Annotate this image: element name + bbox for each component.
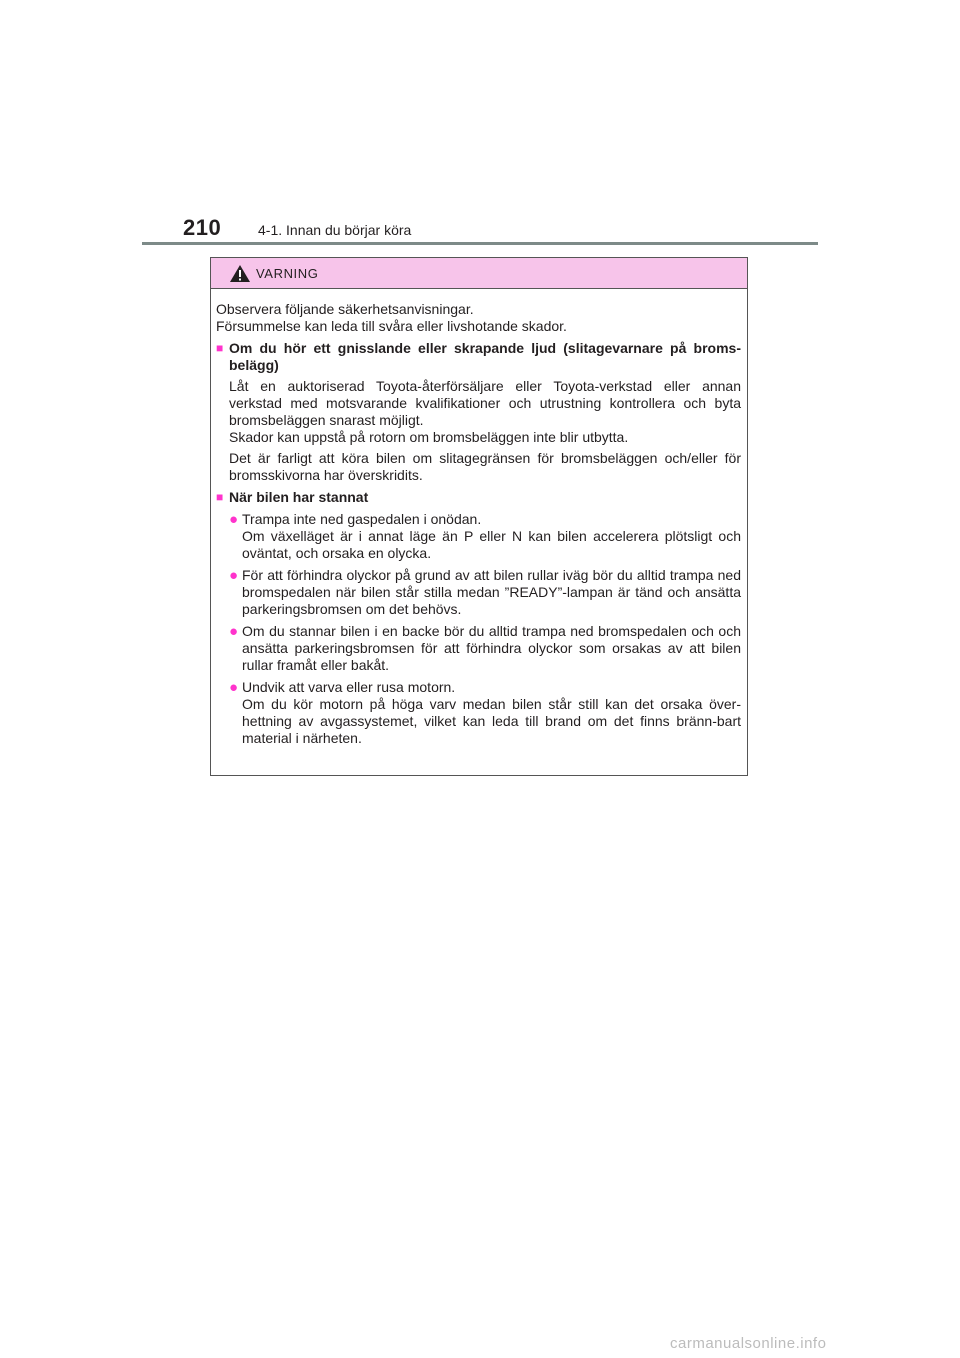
list-item-line: Om växelläget är i annat läge än P eller N kan bilen accelerera plötsligt och oväntat, och orsaka en olycka. xyxy=(242,528,741,561)
square-bullet-icon: ■ xyxy=(216,490,224,504)
list-item-line: Trampa inte ned gaspedalen i onödan. xyxy=(242,511,482,527)
list-item xyxy=(229,567,741,618)
topic-vehicle-stopped xyxy=(216,489,741,747)
section-title: 4-1. Innan du börjar köra xyxy=(258,222,412,238)
square-bullet-icon: ■ xyxy=(216,341,224,355)
topic-brake-wear xyxy=(216,340,741,484)
topic-paragraph: Skador kan uppstå på rotorn om bromsbeläggen inte blir utbytta. xyxy=(229,429,629,445)
topic-heading xyxy=(216,340,741,374)
list-item-content xyxy=(242,567,741,618)
list-item-content xyxy=(242,623,741,674)
list-item xyxy=(229,679,741,747)
list-item-line: Om du stannar bilen i en backe bör du alltid trampa ned bromspedalen och och ansätta parkeringsbromsen för att förhindra olyckor som orsakas av att bilen rullar framåt eller bakåt. xyxy=(242,623,741,673)
circle-bullet-icon: ● xyxy=(229,623,239,640)
page-header xyxy=(0,0,960,250)
circle-bullet-icon: ● xyxy=(229,511,239,528)
list-item-line: För att förhindra olyckor på grund av att bilen rullar iväg bör du alltid trampa ned bromspedalen när bilen står stilla medan ”READY”-lampan är tänd och ansätta parkeringsbromsen om det behövs. xyxy=(242,567,741,617)
warning-triangle-icon xyxy=(229,264,251,283)
page-number: 210 xyxy=(183,215,222,240)
header-rule xyxy=(142,242,818,245)
list-item-line: Undvik att varva eller rusa motorn. xyxy=(242,679,456,695)
list-item xyxy=(229,511,741,562)
intro-line: Observera följande säkerhetsanvisningar. xyxy=(216,301,474,317)
warning-intro xyxy=(216,301,741,335)
list-item-content xyxy=(242,679,741,747)
topic-paragraph: Det är farligt att köra bilen om slitagegränsen för bromsbeläggen och/eller för bromsskivorna har överskridits. xyxy=(229,450,741,483)
intro-line: Försummelse kan leda till svåra eller livshotande skador. xyxy=(216,318,567,334)
topic-heading xyxy=(216,489,741,506)
warning-body xyxy=(211,289,747,747)
warning-box xyxy=(210,257,748,776)
warning-header xyxy=(211,258,747,289)
topic-title: När bilen har stannat xyxy=(229,489,369,505)
circle-bullet-icon: ● xyxy=(229,567,239,584)
list-item-line: Om du kör motorn på höga varv medan bilen står still kan det orsaka över-hettning av avgassystemet, vilket kan leda till brand om det finns bränn-bart material i närheten. xyxy=(242,696,741,746)
circle-bullet-icon: ● xyxy=(229,679,239,696)
list-item-content xyxy=(242,511,741,562)
watermark: carmanualsonline.info xyxy=(670,1335,827,1352)
topic-paragraph: Låt en auktoriserad Toyota-återförsäljare eller Toyota-verkstad eller annan verkstad med motsvarande kvalifikationer och utrustning kontrollera och byta bromsbeläggen snarast möjligt. xyxy=(229,378,741,428)
warning-label: VARNING xyxy=(256,266,319,281)
list-item xyxy=(229,623,741,674)
topic-title: Om du hör ett gnisslande eller skrapande ljud (slitagevarnare på broms-belägg) xyxy=(229,340,741,373)
